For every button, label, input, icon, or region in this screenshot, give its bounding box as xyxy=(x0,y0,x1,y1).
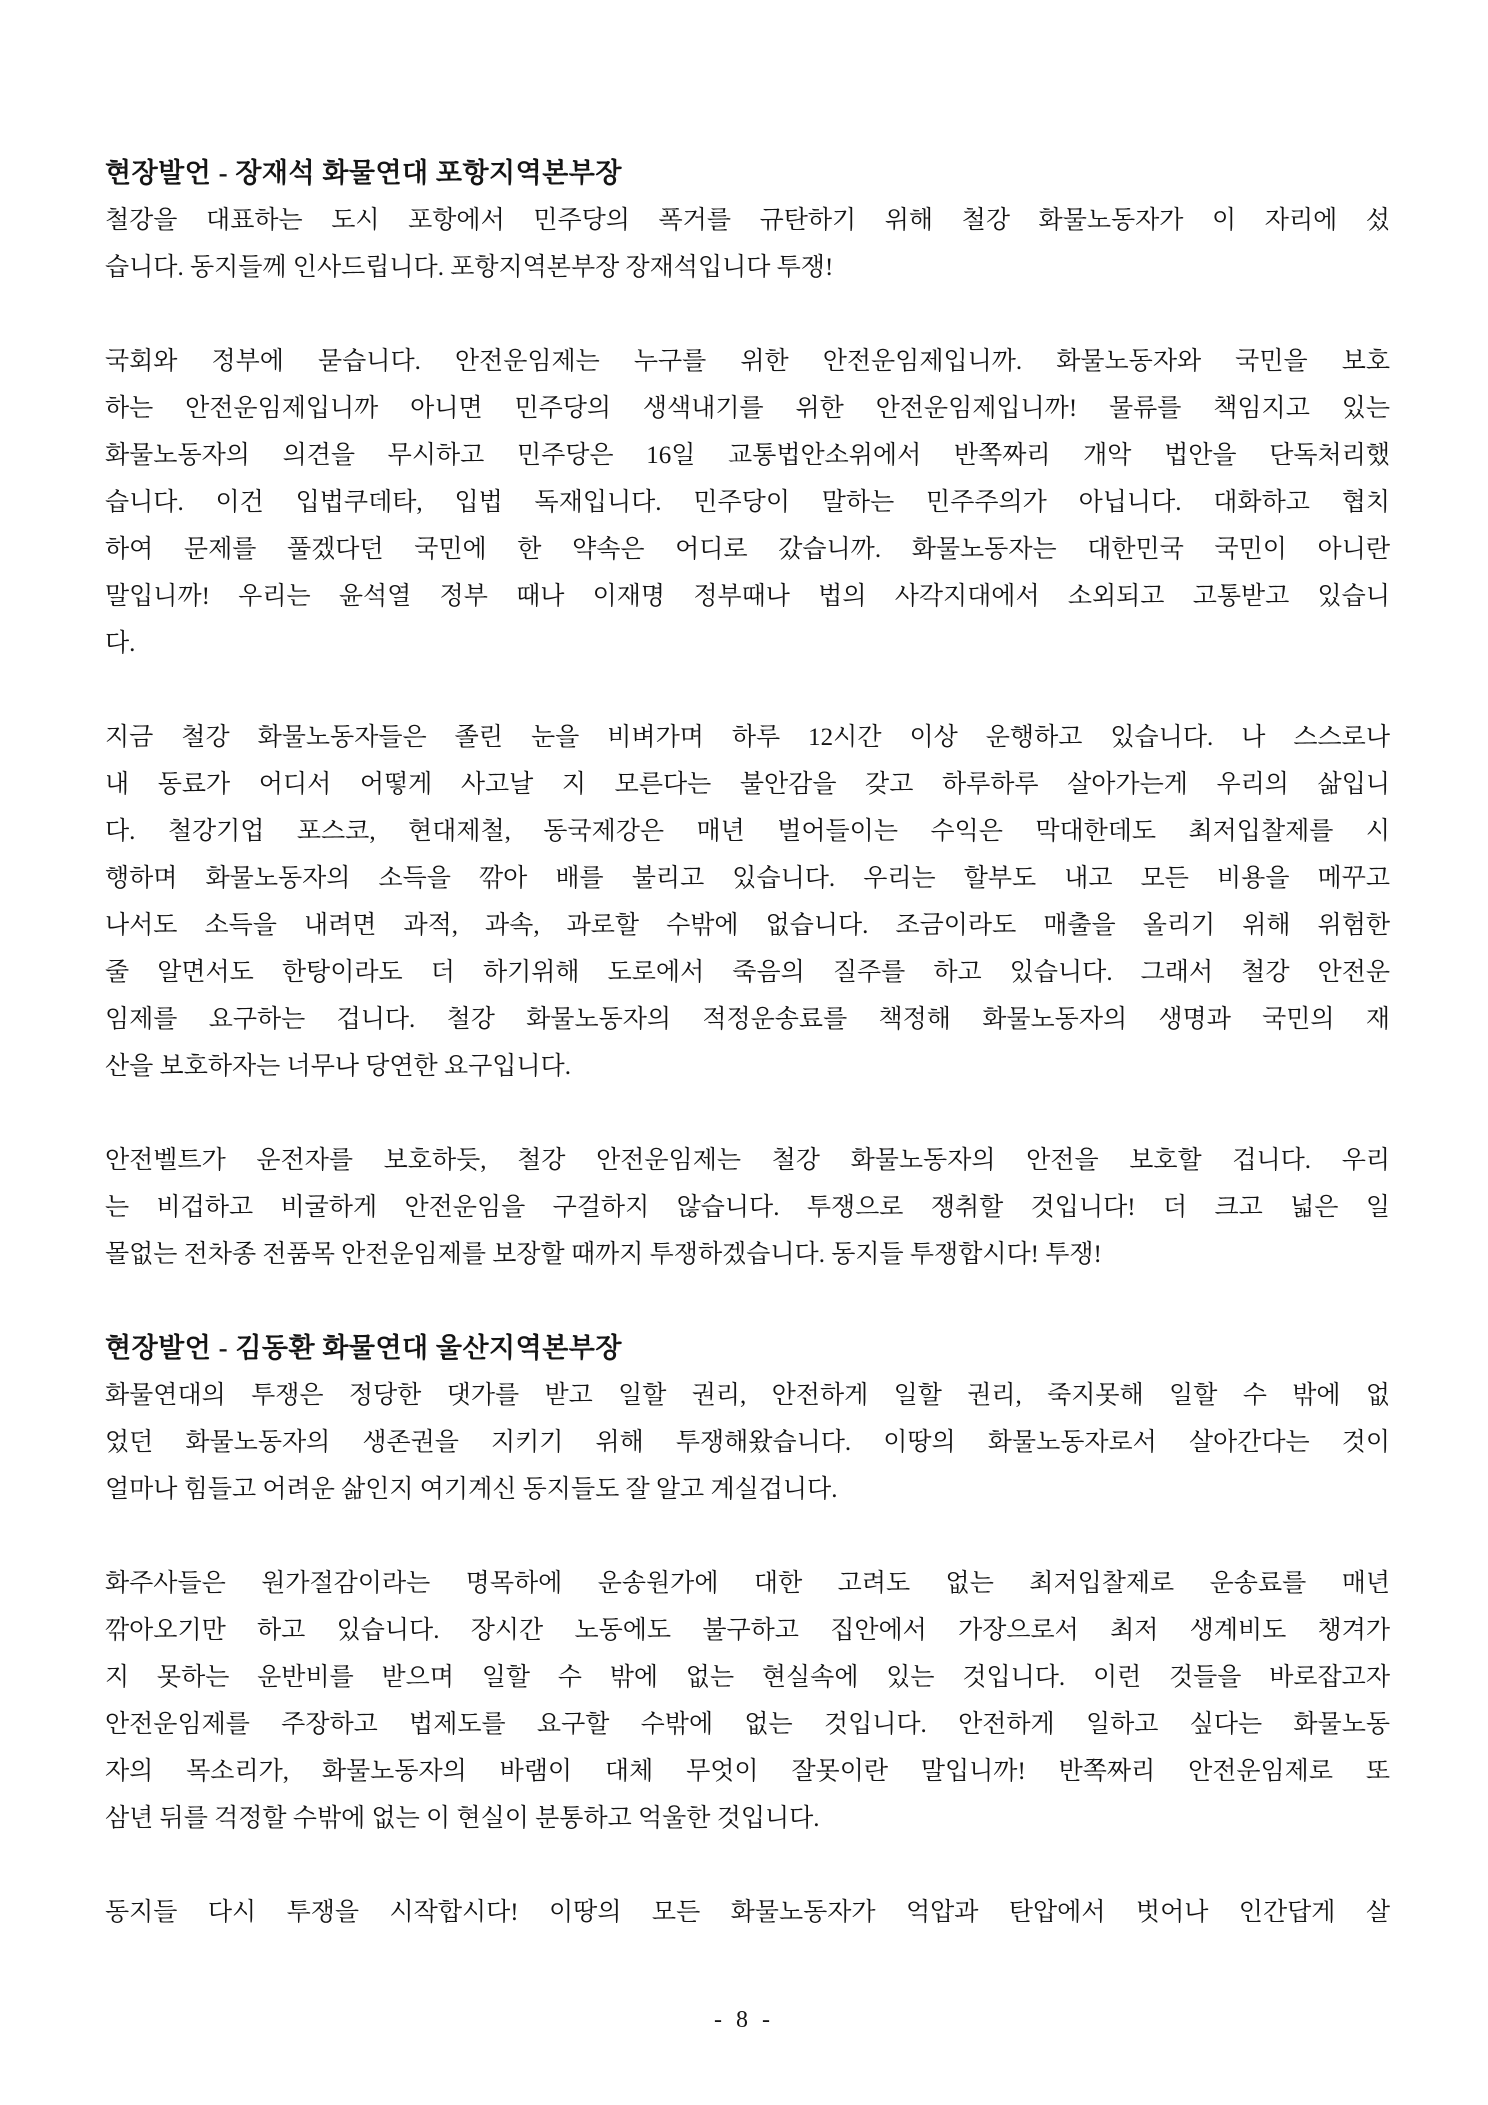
text-line: 습니다. 동지들께 인사드립니다. 포항지역본부장 장재석입니다 투쟁! xyxy=(105,254,834,281)
text-line: 다. xyxy=(105,630,136,657)
text-line: 화물연대의 투쟁은 정당한 댓가를 받고 일할 권리, 안전하게 일할 권리, 죽지못해 일할 수 밖에 없 xyxy=(105,1382,1390,1409)
text-line: 삼년 뒤를 걱정할 수밖에 없는 이 현실이 분통하고 억울한 것입니다. xyxy=(105,1805,820,1832)
text-line: 깎아오기만 하고 있습니다. 장시간 노동에도 불구하고 집안에서 가장으로서 최저 생계비도 챙겨가 xyxy=(105,1617,1390,1644)
text-line: 하여 문제를 풀겠다던 국민에 한 약속은 어디로 갔습니까. 화물노동자는 대한민국 국민이 아니란 xyxy=(105,536,1390,563)
text-line: 안전운임제를 주장하고 법제도를 요구할 수밖에 없는 것입니다. 안전하게 일하고 싶다는 화물노동 xyxy=(105,1711,1390,1738)
text-line: 는 비겁하고 비굴하게 안전운임을 구걸하지 않습니다. 투쟁으로 쟁취할 것입니다! 더 크고 넓은 일 xyxy=(105,1194,1390,1221)
text-line: 행하며 화물노동자의 소득을 깎아 배를 불리고 있습니다. 우리는 할부도 내고 모든 비용을 메꾸고 xyxy=(105,865,1390,892)
text-line: 안전벨트가 운전자를 보호하듯, 철강 안전운임제는 철강 화물노동자의 안전을 보호할 겁니다. 우리 xyxy=(105,1147,1390,1174)
text-line: 지 못하는 운반비를 받으며 일할 수 밖에 없는 현실속에 있는 것입니다. 이런 것들을 바로잡고자 xyxy=(105,1664,1390,1691)
text-line: 임제를 요구하는 겁니다. 철강 화물노동자의 적정운송료를 책정해 화물노동자의 생명과 국민의 재 xyxy=(105,1006,1390,1033)
section xyxy=(105,1325,1390,1936)
text-line: 었던 화물노동자의 생존권을 지키기 위해 투쟁해왔습니다. 이땅의 화물노동자로서 살아간다는 것이 xyxy=(105,1429,1390,1456)
paragraph xyxy=(105,1137,1390,1278)
text-line: 지금 철강 화물노동자들은 졸린 눈을 비벼가며 하루 12시간 이상 운행하고 있습니다. 나 스스로나 xyxy=(105,724,1390,751)
document-body xyxy=(105,150,1390,1983)
paragraph xyxy=(105,1889,1390,1936)
text-line: 화주사들은 원가절감이라는 명목하에 운송원가에 대한 고려도 없는 최저입찰제로 운송료를 매년 xyxy=(105,1570,1390,1597)
paragraph xyxy=(105,1372,1390,1513)
text-line: 나서도 소득을 내려면 과적, 과속, 과로할 수밖에 없습니다. 조금이라도 매출을 올리기 위해 위험한 xyxy=(105,912,1390,939)
section xyxy=(105,150,1390,1278)
paragraph xyxy=(105,197,1390,291)
text-line: 화물노동자의 의견을 무시하고 민주당은 16일 교통법안소위에서 반쪽짜리 개악 법안을 단독처리했 xyxy=(105,442,1390,469)
text-line: 몰없는 전차종 전품목 안전운임제를 보장할 때까지 투쟁하겠습니다. 동지들 투쟁합시다! 투쟁! xyxy=(105,1241,1102,1268)
text-line: 얼마나 힘들고 어려운 삶인지 여기계신 동지들도 잘 알고 계실겁니다. xyxy=(105,1476,838,1503)
text-line: 다. 철강기업 포스코, 현대제철, 동국제강은 매년 벌어들이는 수익은 막대한데도 최저입찰제를 시 xyxy=(105,818,1390,845)
text-line: 내 동료가 어디서 어떻게 사고날 지 모른다는 불안감을 갖고 하루하루 살아가는게 우리의 삶입니 xyxy=(105,771,1390,798)
text-line: 하는 안전운임제입니까 아니면 민주당의 생색내기를 위한 안전운임제입니까! 물류를 책임지고 있는 xyxy=(105,395,1390,422)
paragraph xyxy=(105,714,1390,1090)
text-line: 국회와 정부에 묻습니다. 안전운임제는 누구를 위한 안전운임제입니까. 화물노동자와 국민을 보호 xyxy=(105,348,1390,375)
text-line: 동지들 다시 투쟁을 시작합시다! 이땅의 모든 화물노동자가 억압과 탄압에서 벗어나 인간답게 살 xyxy=(105,1899,1390,1926)
paragraph xyxy=(105,1560,1390,1842)
text-line: 습니다. 이건 입법쿠데타, 입법 독재입니다. 민주당이 말하는 민주주의가 아닙니다. 대화하고 협치 xyxy=(105,489,1390,516)
section-heading: 현장발언 - 김동환 화물연대 울산지역본부장 xyxy=(105,1333,622,1363)
text-line: 말입니까! 우리는 윤석열 정부 때나 이재명 정부때나 법의 사각지대에서 소외되고 고통받고 있습니 xyxy=(105,583,1390,610)
text-line: 산을 보호하자는 너무나 당연한 요구입니다. xyxy=(105,1053,571,1080)
section-heading: 현장발언 - 장재석 화물연대 포항지역본부장 xyxy=(105,158,622,188)
text-line: 철강을 대표하는 도시 포항에서 민주당의 폭거를 규탄하기 위해 철강 화물노동자가 이 자리에 섰 xyxy=(105,207,1390,234)
text-line: 자의 목소리가, 화물노동자의 바램이 대체 무엇이 잘못이란 말입니까! 반쪽짜리 안전운임제로 또 xyxy=(105,1758,1390,1785)
page-number: - 8 - xyxy=(714,2007,774,2033)
text-line: 줄 알면서도 한탕이라도 더 하기위해 도로에서 죽음의 질주를 하고 있습니다. 그래서 철강 안전운 xyxy=(105,959,1390,986)
paragraph xyxy=(105,338,1390,667)
